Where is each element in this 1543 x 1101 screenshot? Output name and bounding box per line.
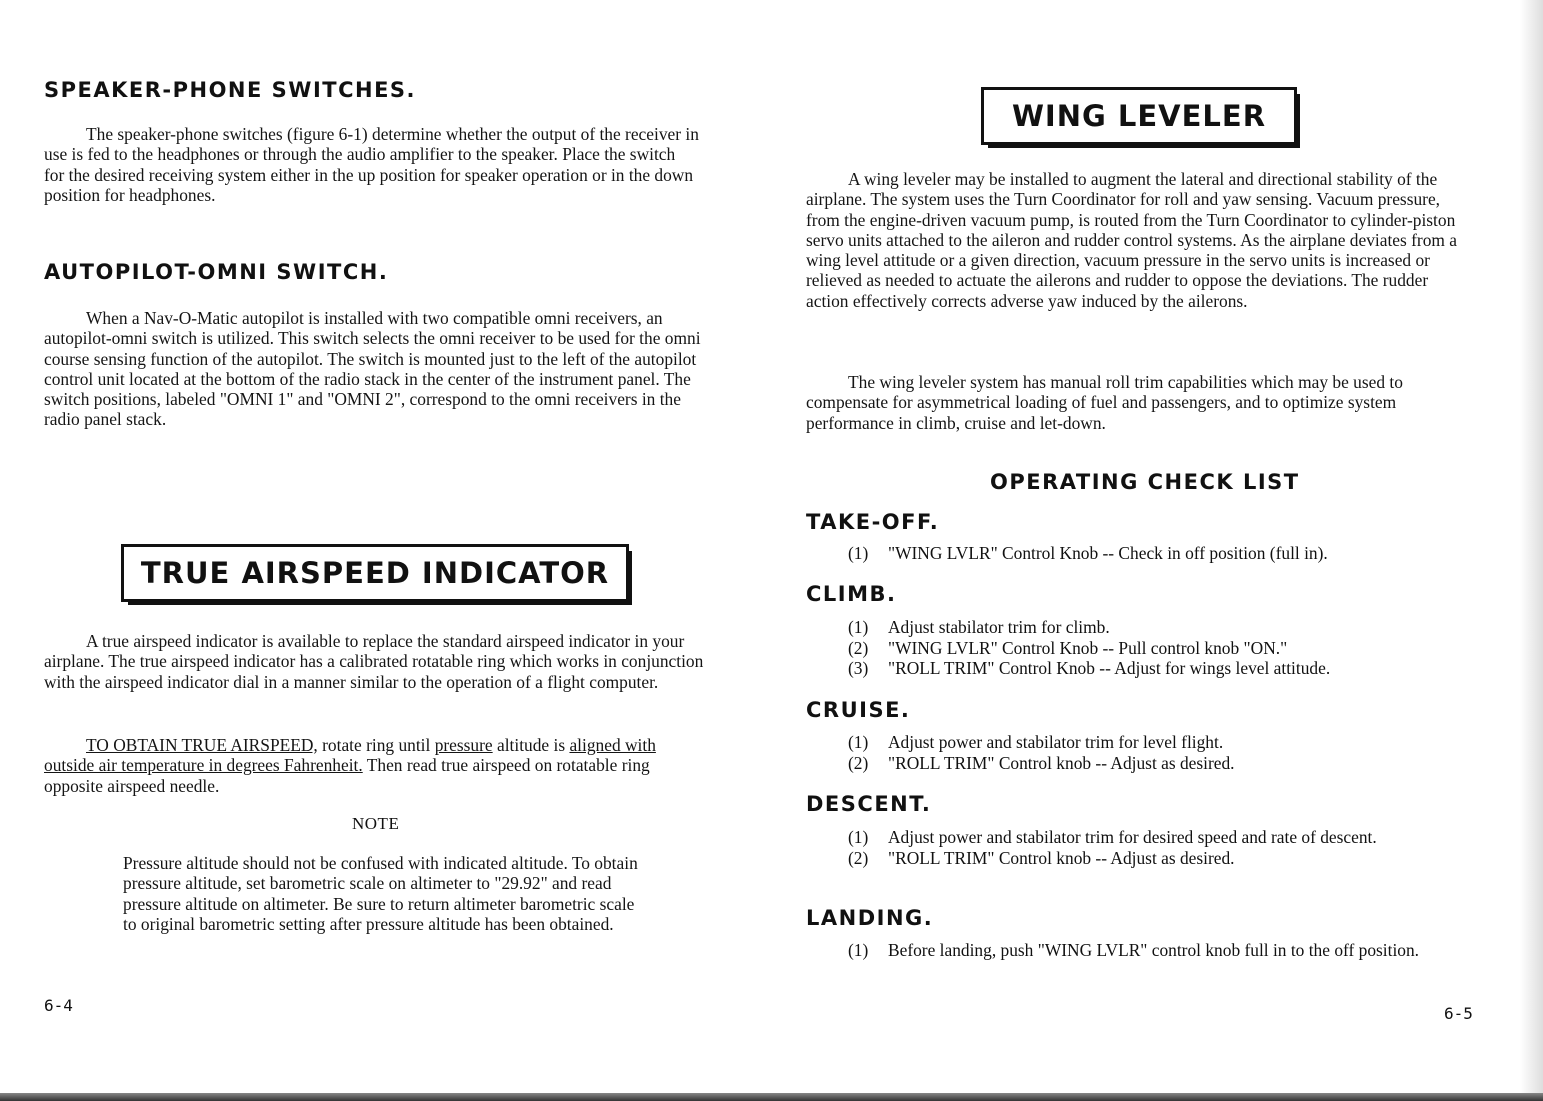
climb-step-2 — [848, 638, 1508, 659]
step-text: Adjust power and stabilator trim for level flight. — [888, 732, 1224, 752]
step-text: Before landing, push "WING LVLR" control knob full in to the off position. — [888, 940, 1420, 960]
cruise-steps — [848, 732, 1488, 773]
obtain-true-airspeed-paragraph — [44, 735, 684, 796]
wing-leveler-paragraph-2: The wing leveler system has manual roll trim capabilities which may be used to compensate for asymmetrical loading of fuel and passengers, and to optimize system performance in climb, cruise and let-down. — [806, 372, 1403, 433]
autopilot-omni-paragraph: When a Nav-O-Matic autopilot is installed with two compatible omni receivers, an autopilot-omni switch is utilized. This switch selects the omni receiver to be used for the omni course sensing function of the autopilot. The switch is mounted just to the left of the autopilot control unit located at the bottom of the radio stack in the center of the instrument panel. The switch positions, labeled "OMNI 1" and "OMNI 2", correspond to the omni receivers in the radio panel stack. — [44, 308, 701, 430]
step-text: Adjust power and stabilator trim for desired speed and rate of descent. — [888, 827, 1377, 847]
wing-leveler-title: WING LEVELER — [1011, 99, 1267, 133]
autopilot-omni-heading: AUTOPILOT-OMNI SWITCH. — [44, 260, 389, 284]
step-number: (1) — [848, 827, 869, 847]
left-page — [0, 0, 770, 1101]
climb-step-3 — [848, 658, 1508, 679]
landing-heading: LANDING. — [806, 906, 934, 930]
step-number: (1) — [848, 617, 869, 637]
step-number: (1) — [848, 732, 869, 752]
obtain-true-airspeed-lead: TO OBTAIN TRUE AIRSPEED, — [86, 735, 318, 755]
speaker-phone-heading: SPEAKER-PHONE SWITCHES. — [44, 78, 417, 102]
obtain-pressure-word: pressure — [434, 735, 493, 755]
descent-step-1 — [848, 827, 1468, 848]
step-text: "WING LVLR" Control Knob -- Check in off position (full in). — [888, 543, 1328, 563]
true-airspeed-title: TRUE AIRSPEED INDICATOR — [140, 556, 610, 590]
takeoff-steps — [848, 543, 1488, 564]
descent-step-2 — [848, 848, 1468, 869]
landing-steps — [848, 940, 1468, 961]
note-label: NOTE — [352, 814, 400, 833]
right-page — [770, 0, 1543, 1101]
climb-step-1 — [848, 617, 1508, 638]
step-text: Adjust stabilator trim for climb. — [888, 617, 1110, 637]
takeoff-heading: TAKE-OFF. — [806, 510, 940, 534]
true-airspeed-title-box — [121, 544, 629, 602]
obtain-text-3: Then read true airspeed on rotatable ring opposite airspeed needle. — [44, 755, 650, 796]
wing-leveler-title-box — [981, 87, 1297, 145]
scan-bottom-edge — [0, 1093, 1543, 1101]
climb-steps — [848, 617, 1508, 679]
step-text: "ROLL TRIM" Control Knob -- Adjust for wings level attitude. — [888, 658, 1331, 678]
step-number: (1) — [848, 543, 869, 563]
note-body: Pressure altitude should not be confused with indicated altitude. To obtain pressure altitude, set barometric scale on altimeter to "29.92" and read pressure altitude on altimeter. Be sure to return altimeter barometric scale to original barometric setting after pressure altitude has been obtained. — [123, 853, 638, 934]
operating-check-list-title: OPERATING CHECK LIST — [990, 470, 1300, 494]
obtain-text-1: rotate ring until — [317, 735, 435, 755]
descent-heading: DESCENT. — [806, 792, 932, 816]
cruise-step-2 — [848, 753, 1488, 774]
wing-leveler-paragraph-1: A wing leveler may be installed to augment the lateral and directional stability of the airplane. The system uses the Turn Coordinator for roll and yaw sensing. Vacuum pressure, from the engine-driven vacuum pump, is routed from the Turn Coordinator to cylinder-piston servo units attached to the aileron and rudder control systems. As the airplane deviates from a wing level attitude or a given direction, vacuum pressure in the servo units is increased or relieved as needed to actuate the ailerons and rudder to oppose the deviations. The rudder action effectively corrects adverse yaw induced by the ailerons. — [806, 169, 1457, 311]
step-number: (3) — [848, 658, 869, 678]
step-number: (2) — [848, 637, 869, 658]
true-airspeed-paragraph: A true airspeed indicator is available to replace the standard airspeed indicator in your airplane. The true airspeed indicator has a calibrated rotatable ring which works in conjunction with the airspeed indicator dial in a manner similar to the operation of a flight computer. — [44, 631, 704, 692]
step-text: "WING LVLR" Control Knob -- Pull control knob "ON." — [888, 637, 1288, 658]
obtain-aligned-phrase: aligned with outside air temperature in degrees Fahrenheit. — [44, 735, 656, 776]
takeoff-step-1 — [848, 543, 1488, 564]
page-number-right: 6-5 — [1444, 1004, 1473, 1023]
page-number-left: 6-4 — [44, 996, 73, 1015]
descent-steps — [848, 827, 1468, 868]
speaker-phone-paragraph: The speaker-phone switches (figure 6-1) determine whether the output of the receiver in use is fed to the headphones or through the audio amplifier to the speaker. Place the switch for the desired receiving system either in the up position for speaker operation or in the down position for headphones. — [44, 124, 699, 205]
obtain-text-2: altitude is — [492, 735, 570, 755]
cruise-step-1 — [848, 732, 1488, 753]
step-number: (2) — [848, 847, 869, 868]
step-number: (1) — [848, 940, 869, 960]
step-number: (2) — [848, 752, 869, 773]
cruise-heading: CRUISE. — [806, 698, 911, 722]
landing-step-1 — [848, 940, 1468, 961]
step-text: "ROLL TRIM" Control knob -- Adjust as desired. — [888, 847, 1235, 868]
step-text: "ROLL TRIM" Control knob -- Adjust as desired. — [888, 752, 1235, 773]
page-edge-shadow — [1520, 0, 1543, 1101]
climb-heading: CLIMB. — [806, 582, 897, 606]
